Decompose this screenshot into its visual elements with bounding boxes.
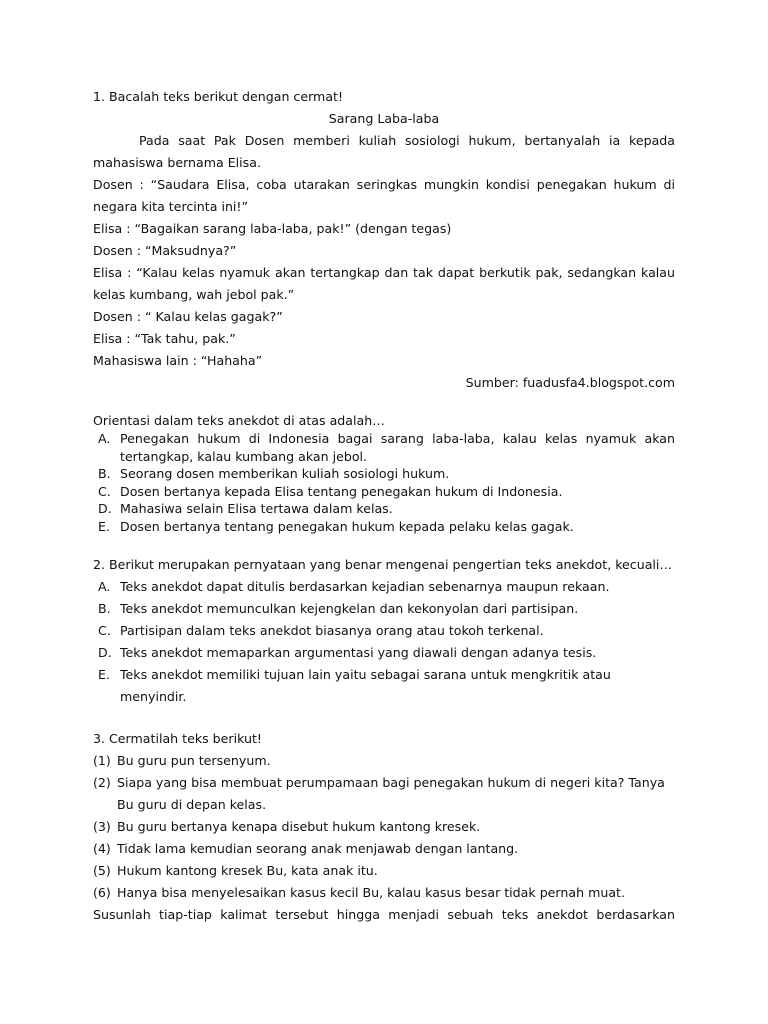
- sentence-text: Bu guru bertanya kenapa disebut hukum kantong kresek.: [117, 819, 481, 834]
- sentence-text: Hukum kantong kresek Bu, kata anak itu.: [117, 863, 378, 878]
- story-paragraph-line: Pada saat Pak Dosen memberi kuliah sosiologi hukum, bertanyalah ia kepada: [139, 133, 675, 148]
- sentence-number: (3): [93, 819, 111, 834]
- sentence-item: [93, 816, 675, 838]
- option-label: D.: [98, 501, 112, 516]
- option-a[interactable]: [93, 430, 675, 465]
- option-c[interactable]: [93, 483, 675, 501]
- option-label: B.: [98, 601, 111, 616]
- option-label: E.: [98, 667, 110, 682]
- option-label: C.: [98, 483, 111, 499]
- option-label: D.: [98, 645, 112, 660]
- option-d[interactable]: [93, 642, 675, 664]
- option-a[interactable]: [93, 576, 675, 598]
- sentence-text-continuation: Bu guru di depan kelas.: [117, 797, 267, 812]
- option-label: A.: [98, 431, 111, 446]
- sentence-item: [93, 882, 675, 904]
- option-text: Partisipan dalam teks anekdot biasanya orang atau tokoh terkenal.: [120, 623, 544, 638]
- option-text: Penegakan hukum di Indonesia bagai sarang laba-laba, kalau kelas nyamuk akan tertangkap, kalau kumbang akan jebol.: [120, 431, 675, 464]
- sentence-number: (2): [93, 775, 111, 790]
- option-text: Teks anekdot dapat ditulis berdasarkan kejadian sebenarnya maupun rekaan.: [120, 579, 610, 594]
- question-1-text: Orientasi dalam teks anekdot di atas adalah…: [93, 413, 385, 428]
- option-text-continuation: menyindir.: [120, 689, 187, 704]
- question-3-instruction: Susunlah tiap-tiap kalimat tersebut hingga menjadi sebuah teks anekdot berdasarkan: [93, 907, 675, 922]
- option-b[interactable]: [93, 598, 675, 620]
- option-b[interactable]: [93, 465, 675, 483]
- option-text: Teks anekdot memunculkan kejengkelan dan kekonyolan dari partisipan.: [120, 601, 579, 616]
- option-text: Teks anekdot memiliki tujuan lain yaitu sebagai sarana untuk mengkritik atau: [120, 667, 611, 682]
- option-text: Dosen bertanya tentang penegakan hukum kepada pelaku kelas gagak.: [120, 518, 574, 534]
- story-paragraph-line: mahasiswa bernama Elisa.: [93, 155, 261, 170]
- option-e[interactable]: [93, 664, 675, 708]
- sentence-number: (4): [93, 841, 111, 856]
- option-label: C.: [98, 623, 111, 638]
- dialogue-line: kelas kumbang, wah jebol pak.”: [93, 287, 295, 302]
- sentence-number: (6): [93, 885, 111, 900]
- question-3-prompt: 3. Cermatilah teks berikut!: [93, 731, 262, 746]
- sentence-item: [93, 772, 675, 794]
- dialogue-line: Dosen : “Maksudnya?”: [93, 243, 237, 258]
- dialogue-line: Dosen : “ Kalau kelas gagak?”: [93, 309, 283, 324]
- sentence-number: (1): [93, 753, 111, 768]
- question-1-prompt: 1. Bacalah teks berikut dengan cermat!: [93, 89, 344, 104]
- sentence-text: Tidak lama kemudian seorang anak menjawab dengan lantang.: [117, 841, 519, 856]
- option-text: Dosen bertanya kepada Elisa tentang penegakan hukum di Indonesia.: [120, 483, 563, 499]
- question-2-text: 2. Berikut merupakan pernyataan yang benar mengenai pengertian teks anekdot, kecuali…: [93, 557, 673, 572]
- option-d[interactable]: [93, 500, 675, 518]
- option-label: E.: [98, 518, 110, 534]
- source-citation: Sumber: fuadusfa4.blogspot.com: [465, 375, 675, 390]
- sentence-text: Siapa yang bisa membuat perumpamaan bagi penegakan hukum di negeri kita? Tanya: [117, 775, 665, 790]
- question-1-options: [93, 430, 675, 535]
- option-c[interactable]: [93, 620, 675, 642]
- question-2-options: [93, 576, 675, 708]
- dialogue-line: negara kita tercinta ini!”: [93, 199, 248, 214]
- dialogue-line: Elisa : “Bagaikan sarang laba-laba, pak!” (dengan tegas): [93, 221, 452, 236]
- sentence-text: Hanya bisa menyelesaikan kasus kecil Bu, kalau kasus besar tidak pernah muat.: [117, 885, 625, 900]
- document-page: [93, 86, 675, 926]
- dialogue-line: Elisa : “Kalau kelas nyamuk akan tertangkap dan tak dapat berkutik pak, sedangkan kalau: [93, 265, 675, 280]
- dialogue-line: Mahasiswa lain : “Hahaha”: [93, 353, 263, 368]
- option-e[interactable]: [93, 518, 675, 536]
- option-text: Seorang dosen memberikan kuliah sosiologi hukum.: [120, 466, 450, 481]
- option-text: Teks anekdot memaparkan argumentasi yang diawali dengan adanya tesis.: [120, 645, 597, 660]
- option-label: B.: [98, 466, 111, 481]
- sentence-item: [93, 860, 675, 882]
- sentence-item: [93, 838, 675, 860]
- dialogue-line: Dosen : “Saudara Elisa, coba utarakan seringkas mungkin kondisi penegakan hukum di: [93, 177, 675, 192]
- sentence-number: (5): [93, 863, 111, 878]
- option-label: A.: [98, 579, 111, 594]
- dialogue-line: Elisa : “Tak tahu, pak.”: [93, 331, 236, 346]
- option-text: Mahasiwa selain Elisa tertawa dalam kelas.: [120, 501, 393, 516]
- question-3-sentences: [93, 750, 675, 904]
- story-title: Sarang Laba-laba: [328, 111, 440, 126]
- option-text-group: [120, 664, 675, 708]
- sentence-text: Bu guru pun tersenyum.: [117, 753, 271, 768]
- sentence-item: [93, 750, 675, 772]
